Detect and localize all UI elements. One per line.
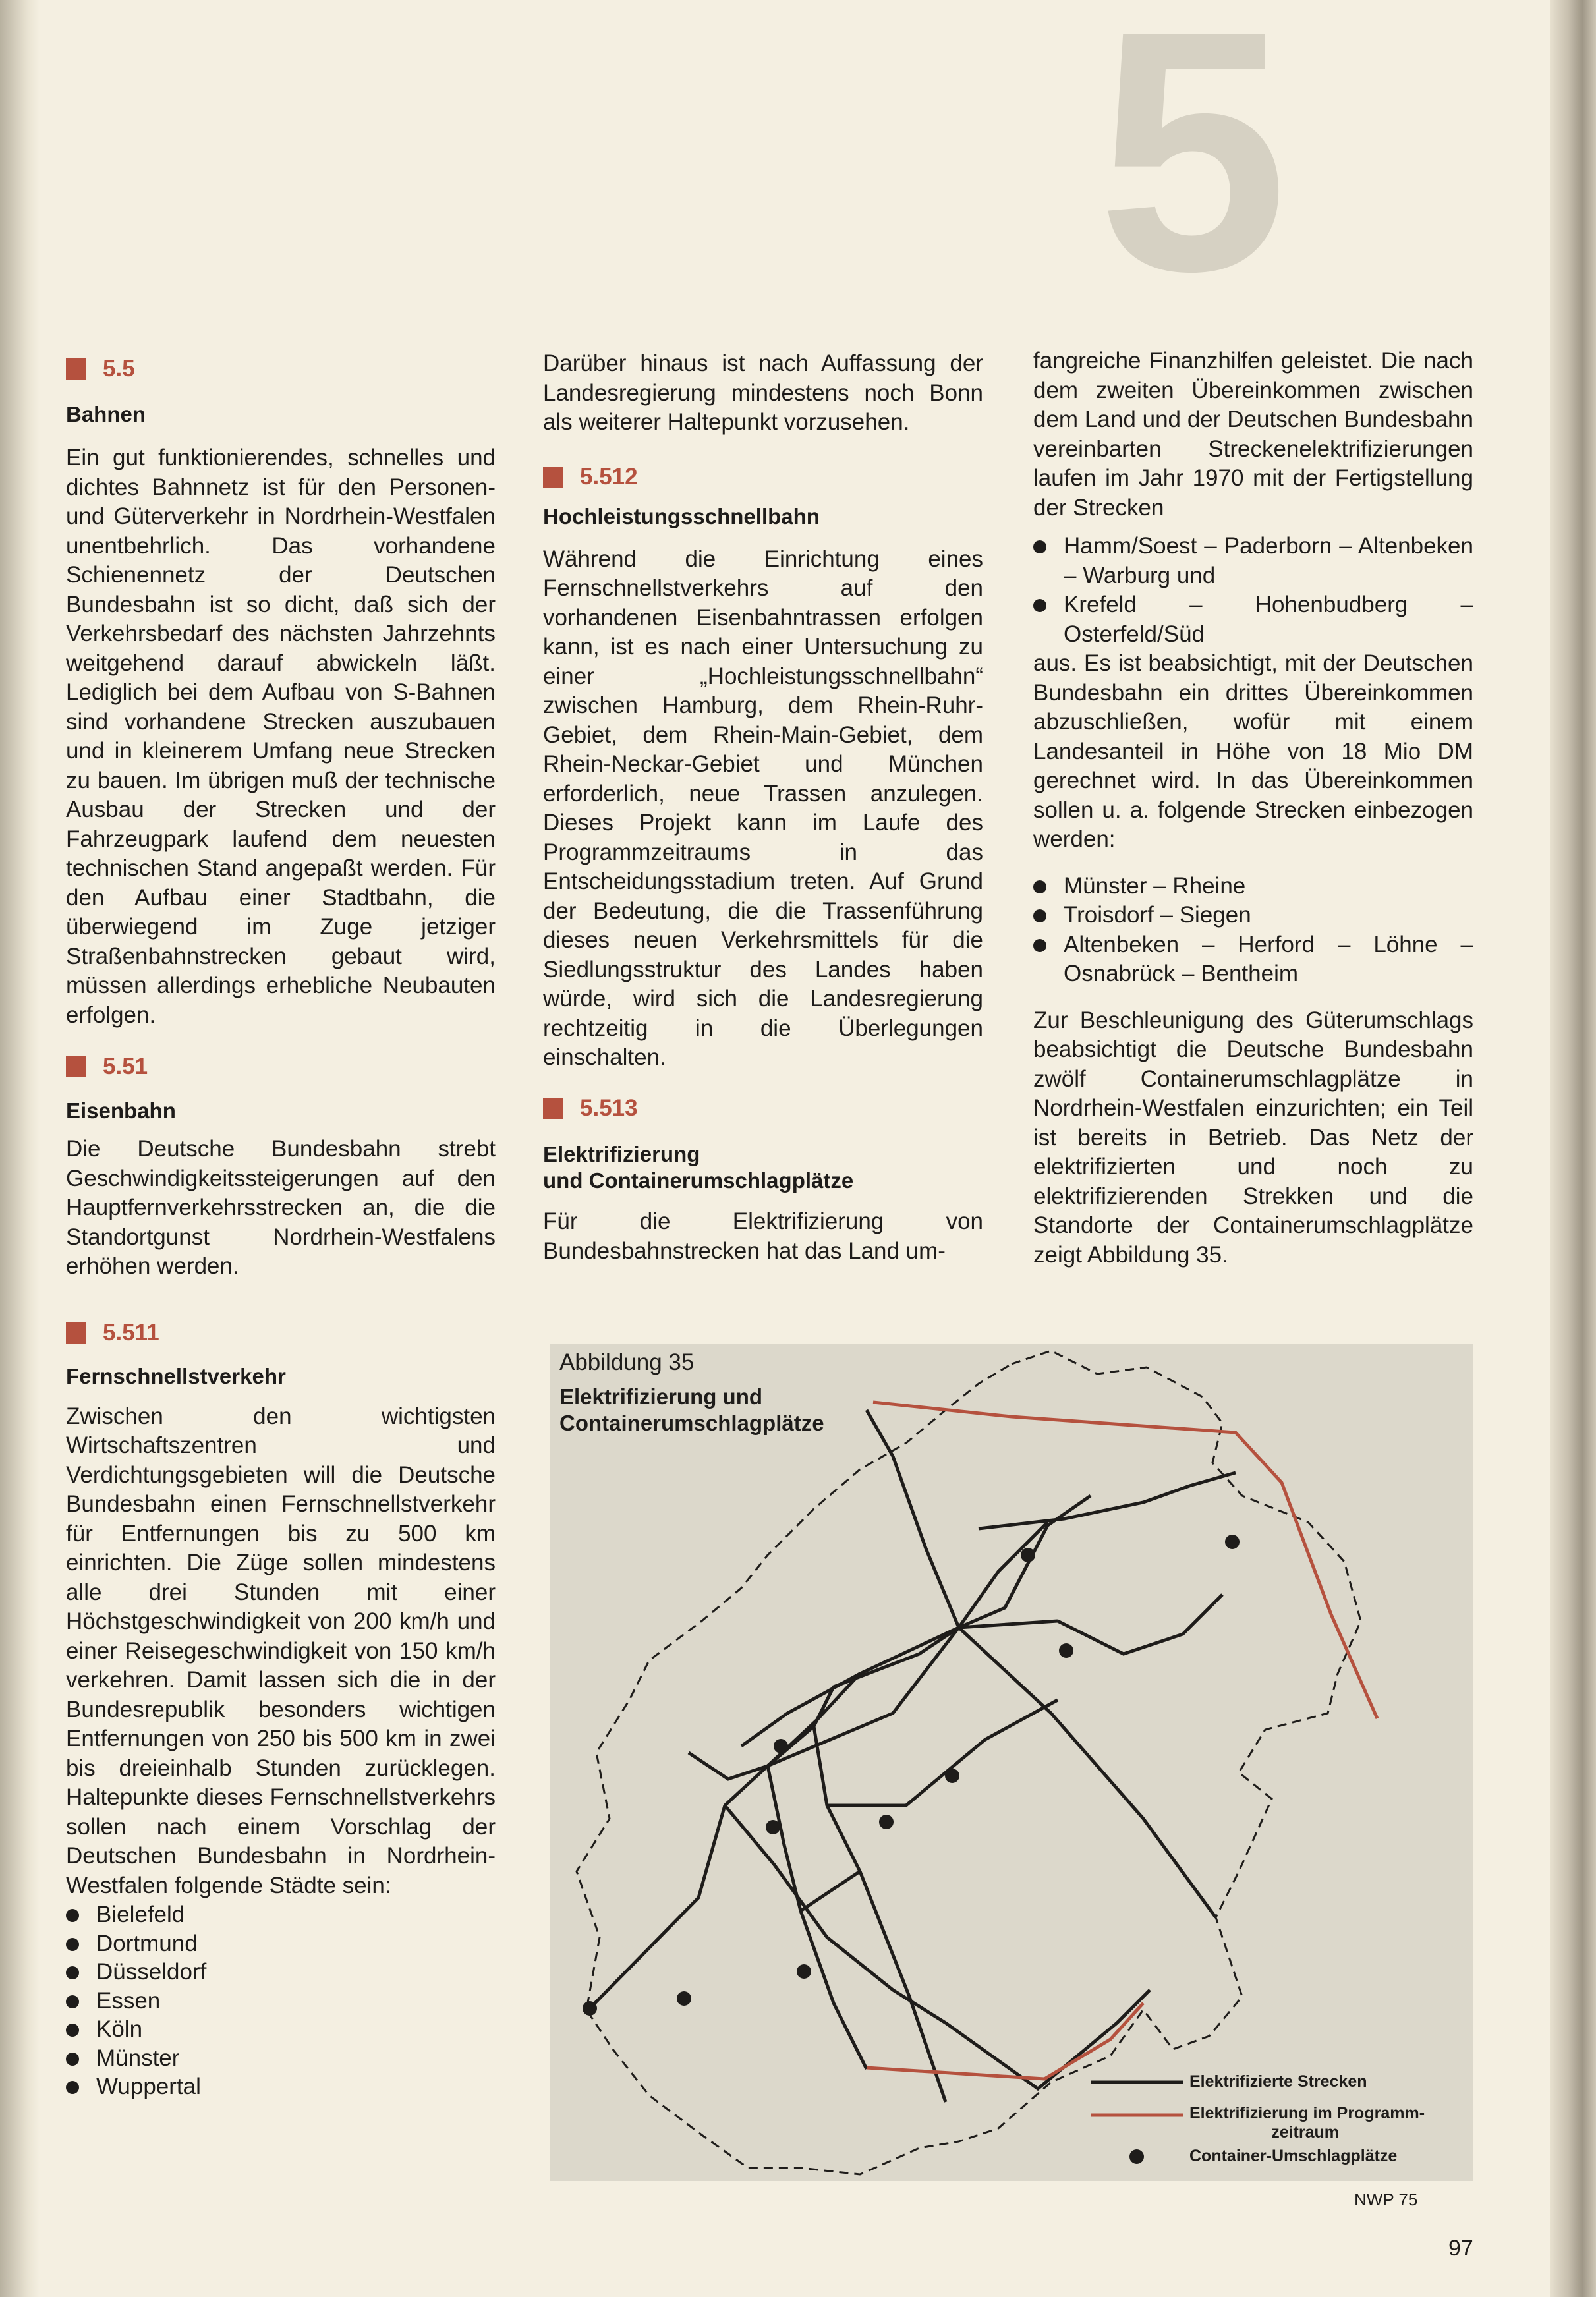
bullet-icon	[1033, 540, 1046, 553]
rail-network-map	[550, 1344, 1473, 2181]
container-terminal	[1021, 1548, 1035, 1562]
legend-container: Container-Umschlagplätze	[1189, 2147, 1398, 2165]
list-item: Dortmund	[66, 1929, 496, 1958]
route-line	[689, 1628, 959, 1779]
list-item: Krefeld – Hohenbudberg – Osterfeld/Süd	[1033, 590, 1473, 649]
container-terminal	[797, 1964, 811, 1979]
container-terminal	[766, 1820, 780, 1834]
route-line	[873, 1402, 1377, 1718]
paragraph: Darüber hinaus ist nach Auffassung der Landesregierung mindestens noch Bonn als weiterer Haltepunkt vorzusehen.	[543, 351, 983, 435]
column-2	[543, 349, 983, 1266]
paragraph: Für die Elektrifizierung von Bundesbahnstrecken hat das Land um-	[543, 1208, 983, 1264]
planned-lines	[867, 1402, 1377, 2079]
figure-number: Abbildung 35	[559, 1349, 695, 1375]
city-list	[66, 1900, 496, 2101]
route-line	[725, 1805, 1150, 2089]
bullet-icon	[1033, 880, 1046, 893]
section-number-5-511: 5.511	[66, 1319, 496, 1348]
paragraph: Die Deutsche Bundesbahn strebt Geschwindigkeitssteigerungen auf den Hauptfernverkehrsstrecken an, die die Standortgunst Nordrhein-Westfalens erhöhen werden.	[66, 1136, 496, 1279]
electrified-routes-list	[1033, 532, 1473, 649]
bullet-icon	[66, 1966, 79, 1979]
container-terminal	[879, 1815, 894, 1829]
bullet-icon	[66, 2024, 79, 2037]
bullet-icon	[1033, 909, 1046, 922]
paragraph: aus. Es ist beabsichtigt, mit der Deutschen Bundesbahn ein drittes Übereinkommen abzuschließen, wofür mit einem Landesanteil in Höhe von 18 Mio DM gerechnet wird. In das Übereinkommen sollen u. a. folgende Strecken einbezogen werden:	[1033, 650, 1473, 852]
section-number-5-5: 5.5	[66, 354, 496, 384]
legend-planned: Elektrifizierung im Programm- zeitraum	[1189, 2104, 1425, 2141]
legend-symbol-container	[1129, 2149, 1144, 2164]
container-terminal	[1225, 1535, 1240, 1549]
list-item: Hamm/Soest – Paderborn – Altenbeken – Warburg und	[1033, 532, 1473, 590]
section-marker-icon	[543, 467, 563, 488]
legend-electrified: Elektrifizierte Strecken	[1189, 2072, 1367, 2091]
route-line	[959, 1522, 1048, 1628]
planned-routes-list	[1033, 872, 1473, 989]
bullet-icon	[1033, 939, 1046, 952]
container-terminal	[1059, 1643, 1073, 1658]
state-boundary	[577, 1351, 1361, 2174]
section-heading: Fernschnellstverkehr	[66, 1364, 286, 1388]
list-item: Münster	[66, 2044, 496, 2073]
container-terminal	[774, 1739, 788, 1753]
section-number-5-51: 5.51	[66, 1052, 496, 1082]
bullet-icon	[1033, 599, 1046, 612]
container-terminals	[583, 1535, 1240, 2016]
paragraph: Zwischen den wichtigsten Wirtschaftszentren und Verdichtungsgebieten will die Deutsche Bundesbahn einen Fernschnellstverkehr für Entfernungen bis zu 500 km einrichten. Die Züge sollen mindestens alle drei Stunden mit einer Höchstgeschwindigkeit von 200 km/h und einer Reisegeschwindigkeit von 150 km/h verkehren. Damit lassen sich die in der Bundesrepublik besonders wichtigen Entfernungen von 250 bis 500 km in zwei bis dreieinhalb Stunden zurücklegen. Haltepunkte dieses Fernschnellstverkehrs sollen nach einem Vorschlag der Deutschen Bundesbahn in Nordrhein-Westfalen folgende Städte sein:	[66, 1403, 496, 1898]
route-line	[959, 1628, 1216, 1917]
page-number: 97	[1448, 2236, 1473, 2261]
paragraph: Ein gut funktionierendes, schnelles und dichtes Bahnnetz ist für den Personen- und Güterverkehr in Nordrhein-Westfalen unentbehrlich. Das vorhandene Schienennetz der Deutschen Bundesbahn ist so dicht, daß sich der Verkehrsbedarf des nächsten Jahrzehnts weitgehend darauf abwickeln läßt. Lediglich bei dem Aufbau von S-Bahnen sind vorhandene Strecken auszubauen und in kleinerem Umfang neue Strecken zu bauen. Im übrigen muß der technische Ausbau der Strecken und der Fahrzeugpark laufend dem neuesten technischen Stand angepaßt werden. Für den Aufbau einer Stadtbahn, die überwiegend im Zuge jetziger Straßenbahnstrecken gebaut wird, müssen allerdings erhebliche Neubauten erfolgen.	[66, 445, 496, 1028]
container-terminal	[677, 1991, 691, 2006]
section-marker-icon	[543, 1098, 563, 1119]
list-item: Altenbeken – Herford – Löhne – Osnabrück – Bentheim	[1033, 930, 1473, 989]
chapter-number: 5	[1097, 0, 1288, 343]
section-marker-icon	[66, 358, 86, 380]
section-heading: Hochleistungsschnellbahn	[543, 504, 820, 528]
paragraph: Während die Einrichtung eines Fernschnellstverkehrs auf den vorhandenen Eisenbahntrassen erfolgen kann, ist es nach einer Untersuchung zu einer „Hochleistungsschnellbahn“ zwischen Hamburg, dem Rhein-Ruhr-Gebiet, dem Rhein-Main-Gebiet, dem Rhein-Neckar-Gebiet und München erforderlich, neue Trassen anzulegen. Dieses Projekt kann im Laufe des Programmzeitraums in das Entscheidungsstadium treten. Auf Grund der Bedeutung, die die Trassenführung dieses neuen Verkehrsmittels für die Siedlungsstruktur des Landes haben würde, wird sich die Landesregierung rechtzeitig in die Überlegungen einschalten.	[543, 546, 983, 1070]
bullet-icon	[66, 2053, 79, 2066]
route-line	[867, 2003, 1143, 2079]
section-marker-icon	[66, 1056, 86, 1077]
route-line	[768, 1766, 867, 2069]
column-3	[1033, 347, 1473, 1270]
route-line	[590, 1805, 725, 2008]
list-item: Köln	[66, 2015, 496, 2044]
bullet-icon	[66, 1995, 79, 2008]
list-item: Troisdorf – Siegen	[1033, 901, 1473, 930]
bullet-icon	[66, 2081, 79, 2094]
page-edge	[1550, 0, 1596, 2297]
list-item: Essen	[66, 1987, 496, 2016]
bullet-icon	[66, 1938, 79, 1951]
container-terminal	[945, 1769, 959, 1783]
list-item: Münster – Rheine	[1033, 872, 1473, 901]
column-1	[66, 354, 496, 2101]
paragraph: fangreiche Finanzhilfen geleistet. Die nach dem zweiten Übereinkommen zwischen dem Land und der Deutschen Bundesbahn vereinbarten Streckenelektrifizierungen laufen im Jahr 1970 mit der Fertigstellung der Strecken	[1033, 348, 1473, 521]
section-heading: Bahnen	[66, 401, 146, 426]
section-heading: Elektrifizierung und Containerumschlagplätze	[543, 1142, 854, 1193]
section-heading: Eisenbahn	[66, 1098, 176, 1123]
paragraph: Zur Beschleunigung des Güterumschlags beabsichtigt die Deutsche Bundesbahn zwölf Containerumschlagplätze in Nordrhein-Westfalen einzurichten; ein Teil ist bereits in Betrieb. Das Netz der elektrifizierten und noch zu elektrifizierenden Strekken und die Standorte der Containerumschlagplätze zeigt Abbildung 35.	[1033, 1007, 1473, 1268]
route-line	[801, 1871, 860, 1911]
figure-35-map	[550, 1344, 1473, 2181]
route-line	[814, 1726, 946, 2102]
container-terminal	[583, 2001, 597, 2016]
route-line	[827, 1700, 1058, 1805]
bullet-icon	[66, 1909, 79, 1922]
figure-title: Elektrifizierung und Containerumschlagplätze	[559, 1384, 824, 1435]
route-line	[959, 1496, 1091, 1628]
route-line	[1058, 1595, 1222, 1654]
list-item: Düsseldorf	[66, 1958, 496, 1987]
section-number-5-512: 5.512	[543, 463, 983, 492]
route-line	[867, 1410, 959, 1628]
list-item: Bielefeld	[66, 1900, 496, 1929]
list-item: Wuppertal	[66, 2072, 496, 2101]
route-line	[979, 1473, 1236, 1529]
binding-shadow	[0, 0, 40, 2297]
source-note: NWP 75	[1354, 2190, 1418, 2209]
section-number-5-513: 5.513	[543, 1094, 983, 1123]
section-marker-icon	[66, 1322, 86, 1344]
